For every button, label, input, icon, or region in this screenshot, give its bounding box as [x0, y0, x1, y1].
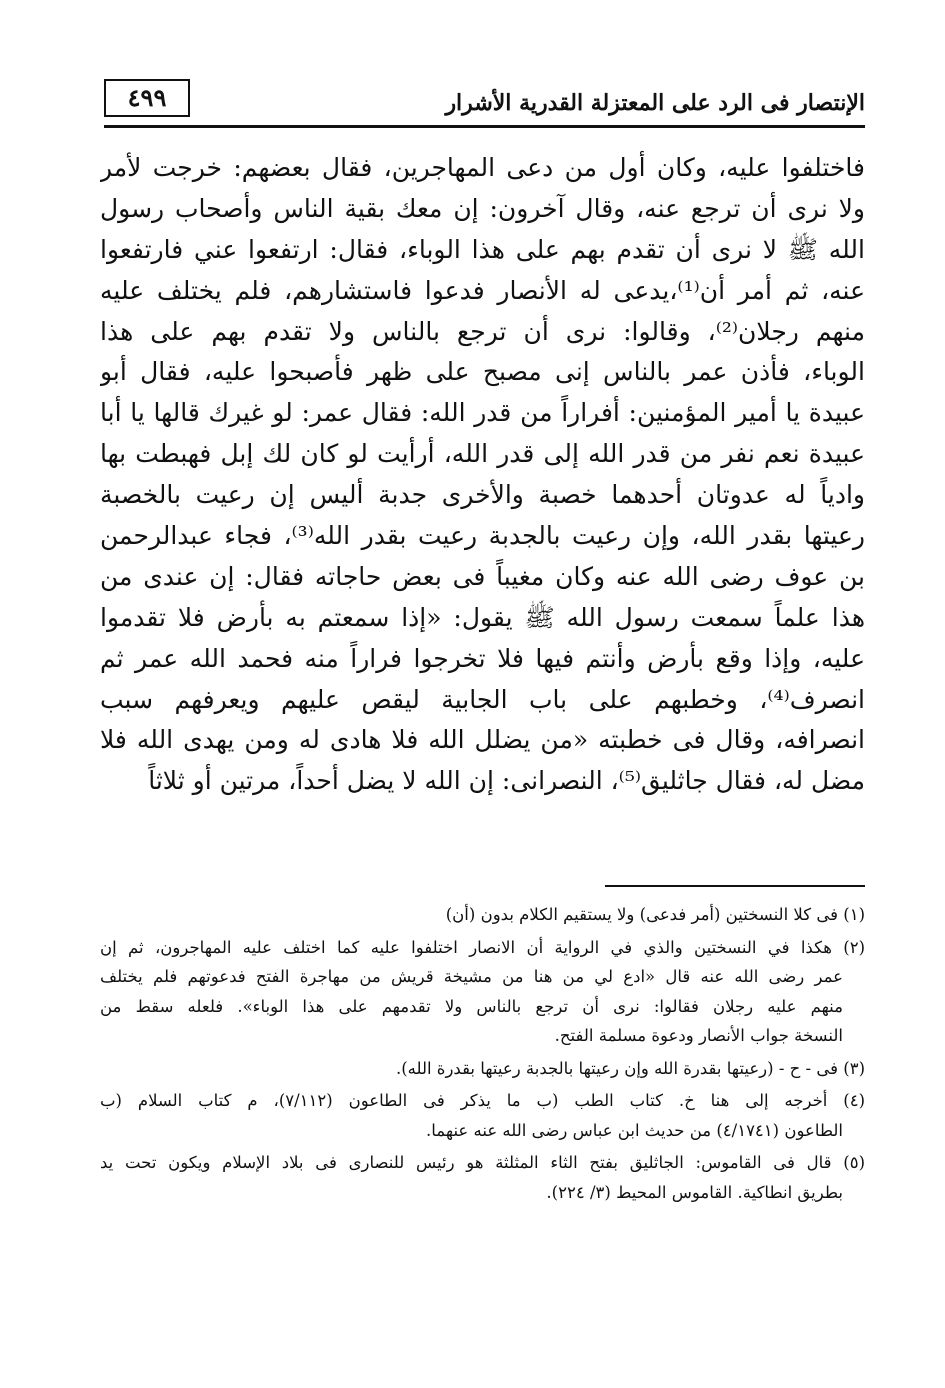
body-line: منهم رجلان⁽²⁾، وقالوا: نرى أن ترجع بالناس ولا تقدم بهم على هذا [100, 316, 865, 346]
running-title: الإنتصار فى الرد على المعتزلة القدرية الأشرار [445, 90, 865, 116]
footnote-4 [100, 1086, 865, 1145]
body-line: مضل له، فقال جاثليق⁽⁵⁾، النصرانى: إن الله لا يضل أحداً، مرتين أو ثلاثاً [148, 766, 865, 796]
footnote-line [100, 1148, 865, 1178]
body-line: عبيدة يا أمير المؤمنين: أفراراً من قدر الله: فقال عمر: لو غيرك قالها يا أبا [100, 398, 865, 428]
footnote-text: هكذا في النسختين والذي في الرواية أن الانصار اختلفوا عليه كما اختلف عليه المهاجرون، ثم إن [100, 937, 832, 957]
page-number-box [104, 79, 190, 117]
footnote-2 [100, 933, 865, 1051]
body-line: رعيتها بقدر الله، وإن رعيت بالجدبة رعيت بقدر الله⁽³⁾، فجاء عبدالرحمن [100, 521, 865, 551]
footnote-text: فى كلا النسختين (أمر فدعى) ولا يستقيم الكلام بدون (أن) [445, 905, 838, 924]
body-text [100, 148, 865, 802]
footnote-rule [605, 885, 865, 887]
footnote-marker: (٤) [843, 1091, 865, 1110]
footnote-1 [100, 900, 865, 930]
body-line: عبيدة نعم نفر من قدر الله إلى قدر الله، أرأيت لو كان لك إبل فهبطت بها [100, 439, 865, 469]
footnote-line: منهم عليه رجلان فقالوا: نرى أن ترجع بالناس ولا تقدمهم على هذا الوباء». فلعله سقط من [100, 996, 843, 1016]
body-line: انصرف⁽⁴⁾، وخطبهم على باب الجابية ليقص عليهم ويعرفهم سبب [100, 684, 865, 714]
footnotes [100, 900, 865, 1210]
body-line: ولا نرى أن ترجع عنه، وقال آخرون: إن معك بقية الناس وأصحاب رسول [100, 193, 865, 223]
footnote-line: عمر رضى الله عنه قال «ادع لي من هنا من مشيخة قريش من مهاجرة الفتح فدعوتهم فلم يختلف [100, 967, 843, 986]
footnote-line [100, 933, 865, 963]
footnote-3 [100, 1054, 865, 1084]
footnote-text: أخرجه إلى هنا خ. كتاب الطب (ب ما يذكر فى الطاعون (٧/١١٢)، م كتاب السلام (ب [100, 1091, 828, 1110]
header-rule [104, 125, 865, 128]
body-line: عنه، ثم أمر أن⁽¹⁾،يدعى له الأنصار فدعوا فاستشارهم، فلم يختلف عليه [100, 275, 865, 305]
footnote-marker: (٢) [843, 937, 865, 957]
footnote-marker: (٣) [843, 1058, 865, 1078]
footnote-line: بطريق انطاكية. القاموس المحيط (٣/ ٢٢٤). [546, 1182, 843, 1202]
body-line: بن عوف رضى الله عنه وكان مغيباً فى بعض حاجاته فقال: إن عندى من [100, 561, 865, 591]
page-number: ٤٩٩ [127, 83, 167, 112]
body-line: انصرافه، وقال فى خطبته «من يضلل الله فلا هادى له ومن يهدى الله فلا [100, 725, 865, 755]
body-line: وادياً له عدوتان أحدهما خصبة والأخرى جدبة أليس إن رعيت بالخصبة [100, 480, 865, 510]
footnote-line: النسخة جواب الأنصار ودعوة مسلمة الفتح. [554, 1026, 843, 1045]
body-line: الله ﷺ لا نرى أن تقدم بهم على هذا الوباء، فقال: ارتفعوا عني فارتفعوا [100, 234, 865, 264]
footnote-line [100, 1054, 865, 1084]
footnote-line: الطاعون (٤/١٧٤١) من حديث ابن عباس رضى الله عنه عنهما. [426, 1120, 843, 1140]
footnote-marker: (١) [843, 905, 865, 924]
body-line: الوباء، فأذن عمر بالناس إنى مصبح على ظهر فأصبحوا عليه، فقال أبو [100, 357, 865, 387]
footnote-marker: (٥) [843, 1153, 865, 1172]
footnote-line [100, 1086, 865, 1116]
footnote-text: قال فى القاموس: الجاثليق بفتح الثاء المثلثة هو رئيس للنصارى فى بلاد الإسلام ويكون تحت يد [100, 1153, 832, 1172]
footnote-5 [100, 1148, 865, 1207]
footnote-text: فى - ح - (رعيتها بقدرة الله وإن رعيتها بالجدبة رعيتها بقدرة الله). [395, 1058, 838, 1078]
body-line: فاختلفوا عليه، وكان أول من دعى المهاجرين، فقال بعضهم: خرجت لأمر [100, 153, 865, 182]
body-line: هذا علماً سمعت رسول الله ﷺ يقول: «إذا سمعتم به بأرض فلا تقدموا [100, 602, 865, 632]
footnote-line [100, 900, 865, 930]
body-line: عليه، وإذا وقع بأرض وأنتم فيها فلا تخرجوا فراراً منه فحمد الله عمر ثم [100, 643, 865, 673]
